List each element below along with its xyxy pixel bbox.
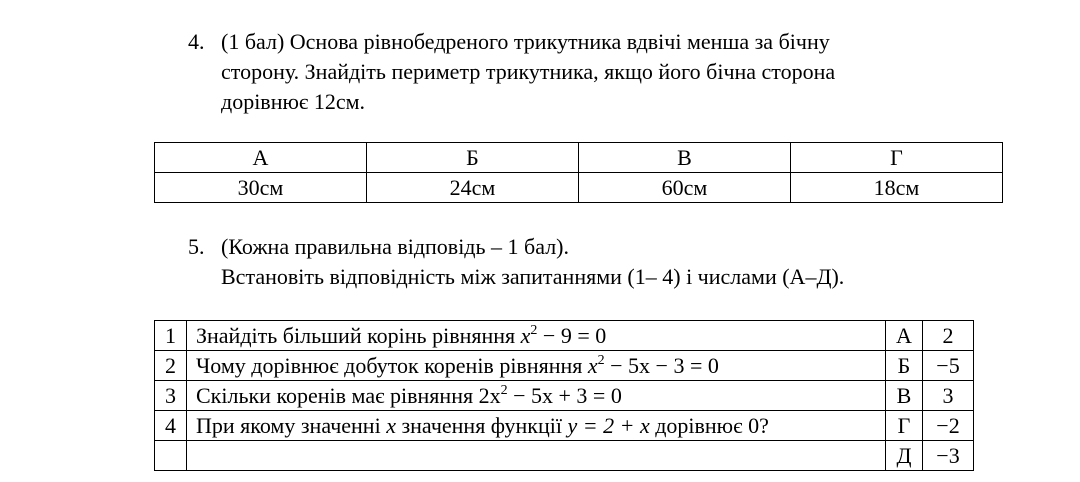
- answer-letter: Г: [886, 411, 923, 441]
- row-number: 1: [155, 321, 187, 351]
- answer-value: −5: [923, 351, 974, 381]
- option-letter: В: [579, 143, 791, 173]
- task5-number: 5.: [188, 234, 205, 259]
- task4-number: 4.: [188, 29, 205, 54]
- row-number: 2: [155, 351, 187, 381]
- table-row: [155, 321, 974, 351]
- formula-rest: − 5x + 3 = 0: [507, 382, 622, 408]
- answer-value: 2: [923, 321, 974, 351]
- option-letter: Г: [791, 143, 1003, 173]
- task4-text-line1: (1 бал) Основа рівнобедреного трикутника вдвічі менша за бічну: [221, 29, 830, 54]
- question-text: Чому дорівнює добуток коренів рівняння: [196, 352, 588, 378]
- task4-text-line2: сторону. Знайдіть периметр трикутника, якщо його бічна сторона: [221, 59, 836, 84]
- question-text: дорівнює 0?: [649, 412, 769, 438]
- task4-answer-table: [154, 142, 1003, 203]
- table-row: [155, 381, 974, 411]
- question-text: Знайдіть більший корінь рівняння: [196, 322, 521, 348]
- row-number: 3: [155, 381, 187, 411]
- function-formula: y = 2 + x: [567, 412, 650, 438]
- task5-matching-table: [154, 320, 974, 471]
- table-row: [155, 351, 974, 381]
- question-text: Скільки коренів має рівняння: [196, 382, 479, 408]
- option-letter: Б: [367, 143, 579, 173]
- exponent: 2: [530, 322, 538, 338]
- option-value: 30см: [155, 173, 367, 203]
- answer-letter: А: [886, 321, 923, 351]
- answer-value: −2: [923, 411, 974, 441]
- question-cell: [187, 351, 886, 381]
- option-value: 60см: [579, 173, 791, 203]
- answer-letter: В: [886, 381, 923, 411]
- option-letter: А: [155, 143, 367, 173]
- variable: x: [386, 412, 396, 438]
- formula: x: [587, 352, 598, 378]
- answer-letter: Б: [886, 351, 923, 381]
- question-cell: [187, 321, 886, 351]
- row-number: 4: [155, 411, 187, 441]
- question-text: значення функції: [395, 412, 568, 438]
- question-cell: [187, 381, 886, 411]
- task4-values-row: [155, 173, 1003, 203]
- question-cell: [187, 441, 886, 471]
- question-cell: [187, 411, 886, 441]
- task5-text-line1: (Кожна правильна відповідь – 1 бал).: [221, 234, 569, 259]
- table-row: [155, 441, 974, 471]
- task4-text-line3: дорівнює 12см.: [221, 89, 366, 114]
- formula: 2x: [478, 382, 501, 408]
- exponent: 2: [500, 382, 508, 398]
- answer-value: −3: [923, 441, 974, 471]
- exponent: 2: [597, 352, 605, 368]
- table-row: [155, 411, 974, 441]
- question-text: При якому значенні: [196, 412, 387, 438]
- answer-value: 3: [923, 381, 974, 411]
- row-number: [155, 441, 187, 471]
- formula: x: [520, 322, 531, 348]
- formula-rest: − 5x − 3 = 0: [604, 352, 719, 378]
- task5-text-line2: Встановіть відповідність між запитаннями (1– 4) і числами (А–Д).: [221, 264, 845, 289]
- option-value: 18см: [791, 173, 1003, 203]
- option-value: 24см: [367, 173, 579, 203]
- answer-letter: Д: [886, 441, 923, 471]
- formula-rest: − 9 = 0: [537, 322, 607, 348]
- task4-letters-row: [155, 143, 1003, 173]
